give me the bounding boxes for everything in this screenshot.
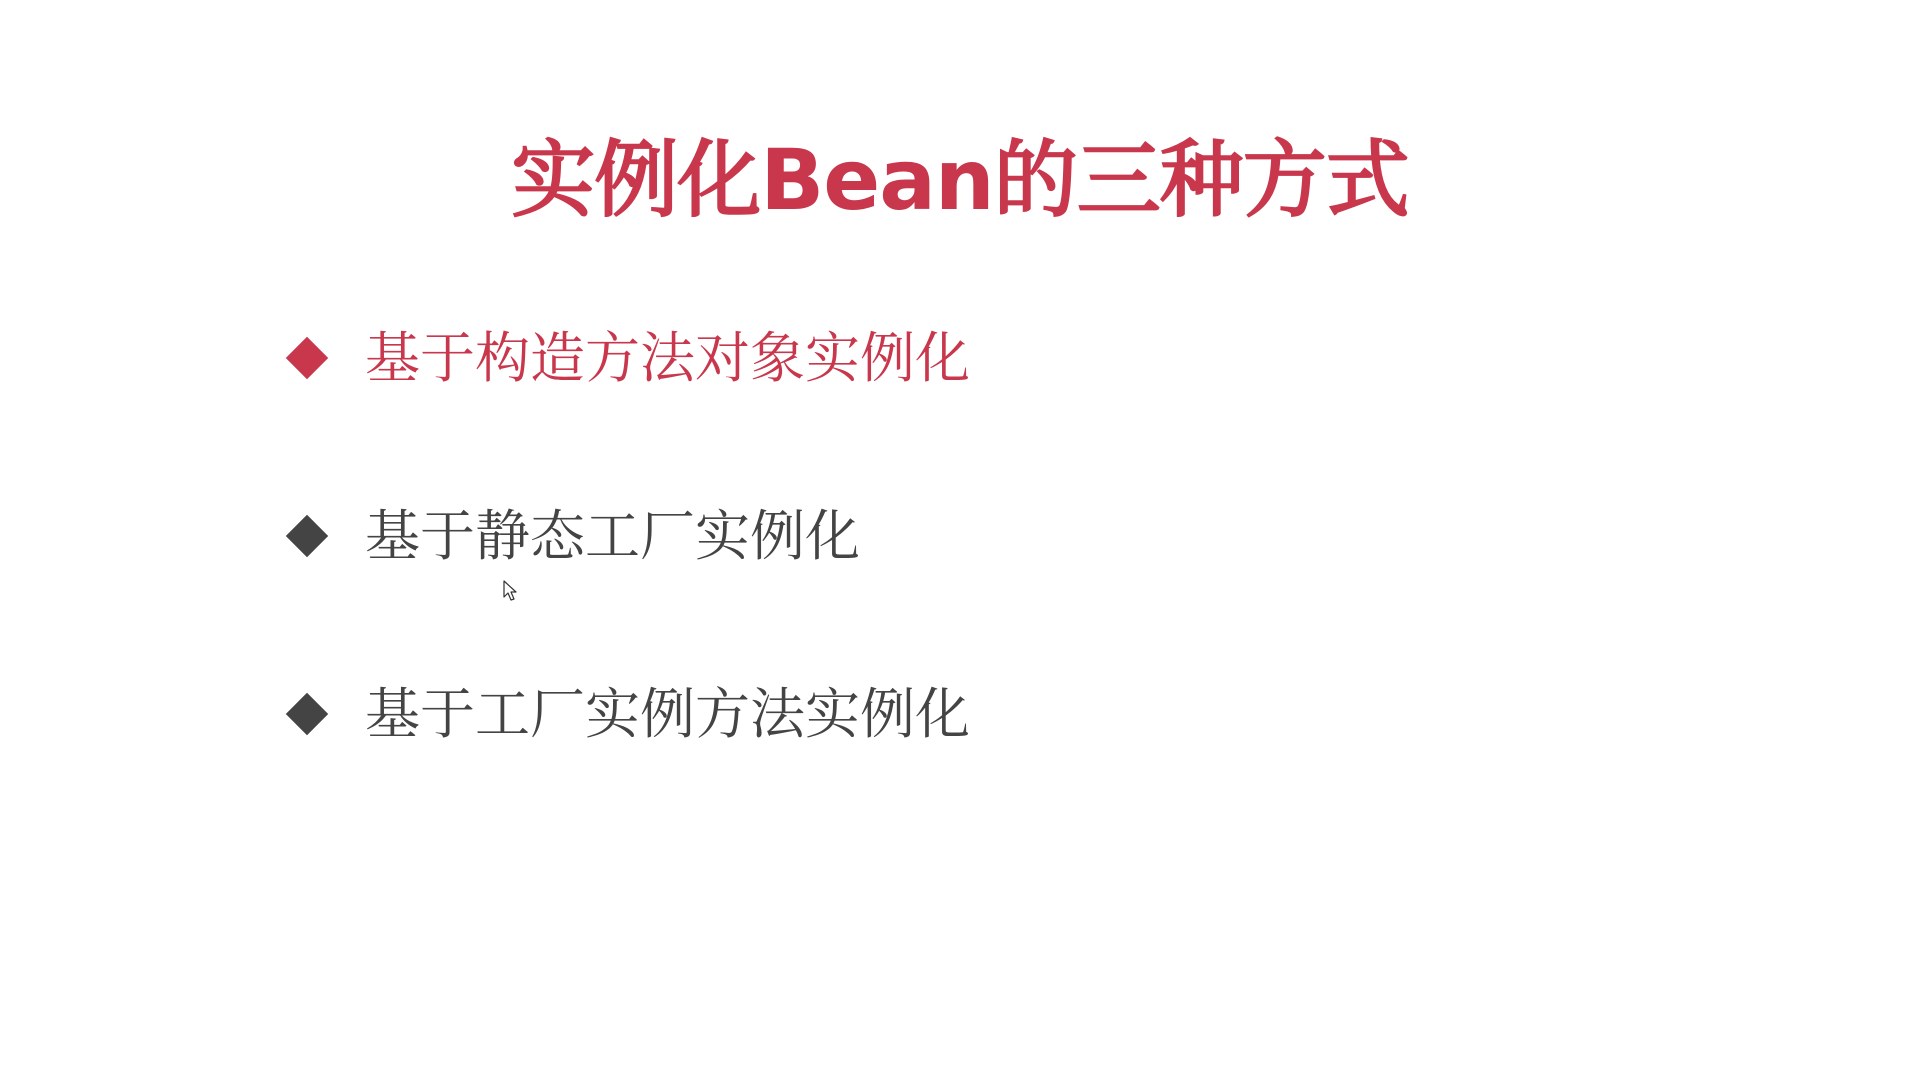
mouse-cursor-icon bbox=[503, 580, 519, 602]
diamond-icon bbox=[286, 515, 328, 557]
bullet-item-constructor bbox=[285, 318, 970, 398]
slide-title: 实例化Bean的三种方式 bbox=[511, 131, 1409, 229]
bullet-text: 基于工厂实例方法实例化 bbox=[365, 681, 971, 746]
bullet-list bbox=[285, 318, 970, 852]
bullet-item-static-factory bbox=[285, 496, 970, 576]
bullet-text: 基于构造方法对象实例化 bbox=[365, 325, 971, 390]
bullet-text: 基于静态工厂实例化 bbox=[365, 503, 861, 568]
diamond-icon bbox=[286, 337, 328, 379]
bullet-item-instance-factory bbox=[285, 674, 970, 754]
diamond-icon bbox=[286, 693, 328, 735]
